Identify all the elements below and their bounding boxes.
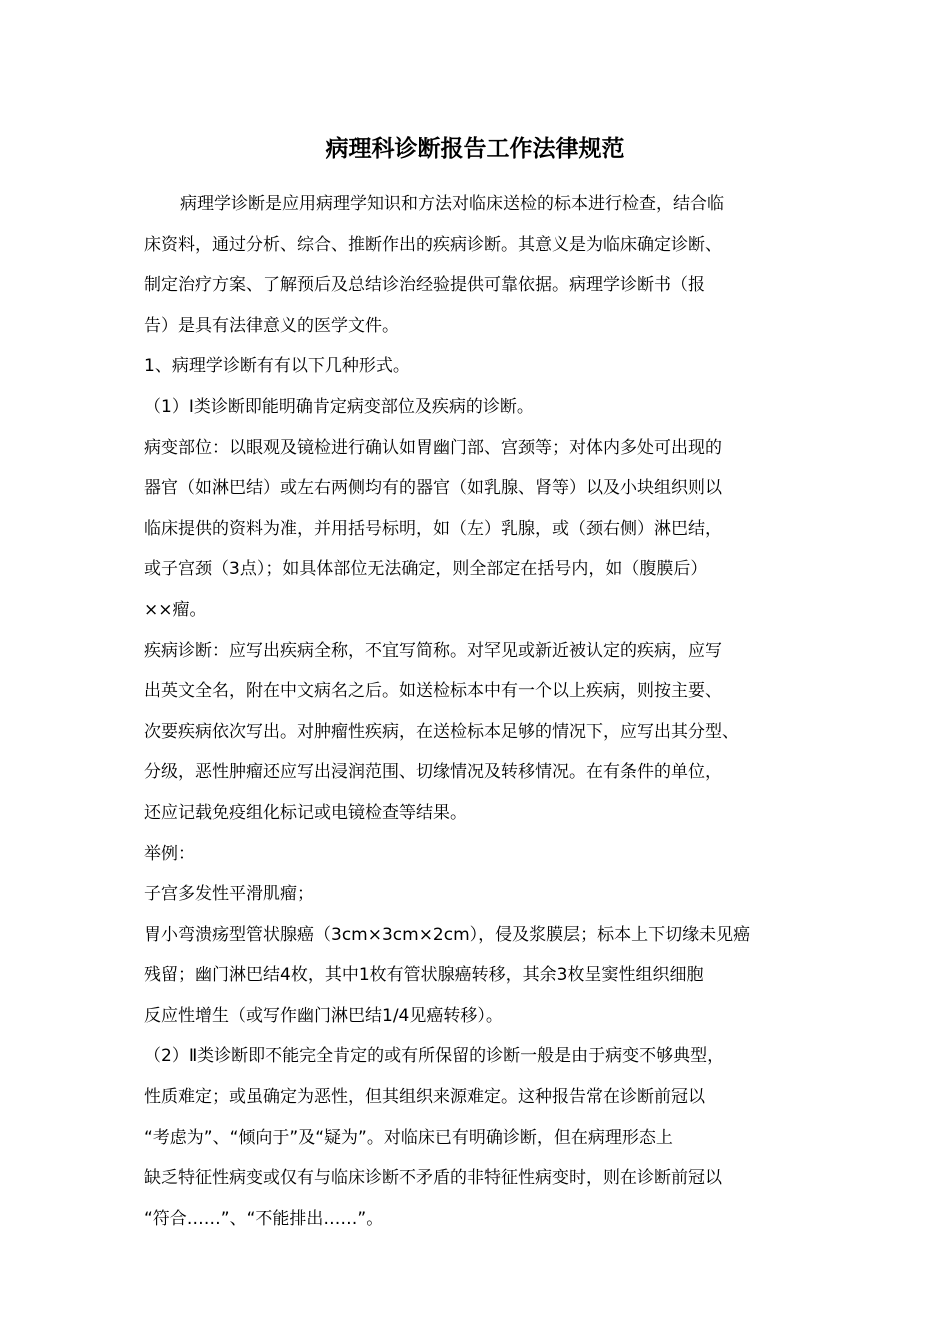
paragraph-line: 或子宫颈（3点）；如具体部位无法确定，则全部定在括号内，如（腹膜后）	[144, 559, 708, 580]
paragraph-line: 分级，恶性肿瘤还应写出浸润范围、切缘情况及转移情况。在有条件的单位，	[144, 762, 722, 783]
document-body	[144, 184, 824, 1239]
paragraph-line: 次要疾病依次写出。对肿瘤性疾病，在送检标本足够的情况下，应写出其分型、	[144, 721, 739, 742]
paragraph-line: 病理学诊断是应用病理学知识和方法对临床送检的标本进行检查，结合临	[180, 194, 724, 214]
paragraph-line: 出英文全名，附在中文病名之后。如送检标本中有一个以上疾病，则按主要、	[144, 681, 722, 702]
paragraph-line: 器官（如淋巴结）或左右两侧均有的器官（如乳腺、肾等）以及小块组织则以	[144, 478, 722, 499]
paragraph-line: 告）是具有法律意义的医学文件。	[144, 315, 399, 336]
document-title: 病理科诊断报告工作法律规范	[325, 136, 625, 162]
example-line: 残留；幽门淋巴结4枚，其中1枚有管状腺癌转移，其余3枚呈窦性组织细胞	[144, 965, 704, 986]
paragraph-line: 还应记载免疫组化标记或电镜检查等结果。	[144, 802, 467, 823]
example-line: 反应性增生（或写作幽门淋巴结1/4见癌转移）。	[144, 1005, 503, 1026]
example-line: 子宫多发性平滑肌瘤；	[144, 884, 314, 905]
paragraph-line: 缺乏特征性病变或仅有与临床诊断不矛盾的非特征性病变时，则在诊断前冠以	[144, 1168, 722, 1189]
paragraph-line: 制定治疗方案、了解预后及总结诊治经验提供可靠依据。病理学诊断书（报	[144, 275, 705, 296]
paragraph-line: “考虑为”、“倾向于”及“疑为”。对临床已有明确诊断，但在病理形态上	[144, 1127, 673, 1148]
paragraph-line: 性质难定；或虽确定为恶性，但其组织来源难定。这种报告常在诊断前冠以	[144, 1087, 705, 1108]
paragraph-line: ××瘤。	[144, 599, 207, 620]
paragraph-line: 床资料，通过分析、综合、推断作出的疾病诊断。其意义是为临床确定诊断、	[144, 234, 722, 255]
paragraph-line: 疾病诊断：应写出疾病全称，不宜写简称。对罕见或新近被认定的疾病，应写	[144, 640, 722, 661]
paragraph-line: 临床提供的资料为准，并用括号标明，如（左）乳腺，或（颈右侧）淋巴结，	[144, 518, 722, 539]
subsection-heading: （2）Ⅱ类诊断即不能完全肯定的或有所保留的诊断一般是由于病变不够典型，	[144, 1046, 725, 1067]
subsection-heading: （1）Ⅰ类诊断即能明确肯定病变部位及疾病的诊断。	[144, 396, 534, 417]
section-heading: 1、病理学诊断有有以下几种形式。	[144, 356, 410, 377]
paragraph-line: “符合……”、“不能排出……”。	[144, 1208, 384, 1229]
example-label: 举例：	[144, 843, 195, 864]
example-line: 胃小弯溃疡型管状腺癌（3cm×3cm×2cm），侵及浆膜层；标本上下切缘未见癌	[144, 924, 751, 945]
paragraph-line: 病变部位：以眼观及镜检进行确认如胃幽门部、宫颈等；对体内多处可出现的	[144, 437, 722, 458]
